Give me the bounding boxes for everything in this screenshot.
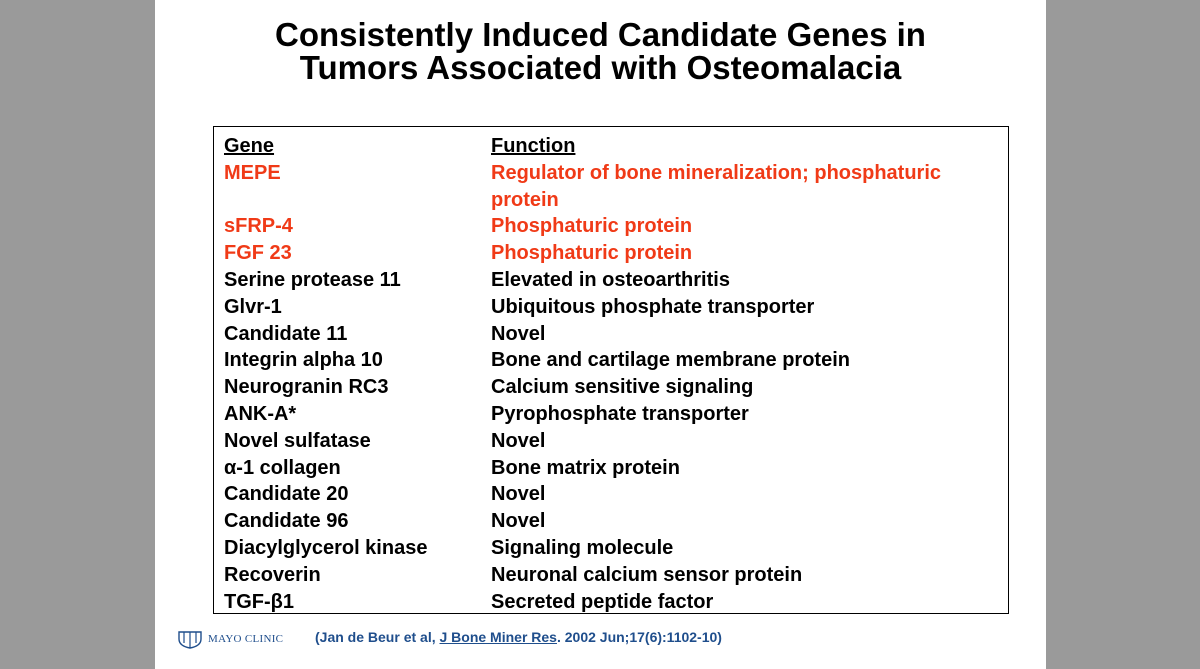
gene-cell: MEPE — [224, 161, 281, 184]
function-cell: Novel — [491, 429, 546, 452]
gene-cell: Recoverin — [224, 563, 321, 586]
citation — [315, 629, 722, 645]
gene-column — [224, 133, 484, 615]
gene-cell: Diacylglycerol kinase — [224, 536, 428, 559]
function-cell: Ubiquitous phosphate transporter — [491, 295, 815, 318]
gene-cell: Candidate 20 — [224, 483, 349, 506]
journal-link[interactable]: J Bone Miner Res — [439, 629, 557, 645]
function-cell: Phosphaturic protein — [491, 242, 693, 265]
gene-spacer — [224, 187, 484, 214]
gene-cell: FGF 23 — [224, 242, 292, 265]
gene-cell: Novel sulfatase — [224, 429, 371, 452]
gene-cell: TGF-β1 — [224, 590, 294, 613]
gene-cell: ANK-A* — [224, 402, 297, 425]
function-cell: Bone matrix protein — [491, 456, 680, 479]
gene-cell: Glvr-1 — [224, 295, 282, 318]
gene-cell: Neurogranin RC3 — [224, 376, 389, 399]
gene-cell: Integrin alpha 10 — [224, 349, 383, 372]
function-cell: Signaling molecule — [491, 536, 674, 559]
function-cell: Regulator of bone mineralization; phosphaturic protein — [491, 161, 942, 211]
function-cell: Secreted peptide factor — [491, 590, 714, 613]
gene-table — [213, 126, 1009, 614]
title-line-1: Consistently Induced Candidate Genes in — [275, 16, 926, 53]
function-cell: Phosphaturic protein — [491, 215, 693, 238]
function-cell: Bone and cartilage membrane protein — [491, 349, 850, 372]
title-line-2: Tumors Associated with Osteomalacia — [299, 49, 902, 86]
function-cell: Pyrophosphate transporter — [491, 402, 749, 425]
mayo-clinic-logo — [177, 628, 283, 650]
function-cell: Elevated in osteoarthritis — [491, 268, 730, 291]
logo-text: MAYO CLINIC — [208, 633, 284, 645]
gene-header: Gene — [224, 135, 275, 157]
function-cell: Novel — [491, 510, 546, 533]
gene-cell: sFRP-4 — [224, 215, 293, 238]
citation-suffix: . 2002 Jun;17(6):1102-10) — [556, 629, 722, 645]
function-header: Function — [491, 135, 576, 157]
function-cell: Novel — [491, 322, 546, 345]
function-cell: Novel — [491, 483, 546, 506]
slide — [155, 0, 1046, 669]
gene-cell: Candidate 96 — [224, 510, 349, 533]
gene-cell: α-1 collagen — [224, 456, 341, 479]
function-column — [491, 133, 1001, 615]
mayo-shield-icon — [177, 629, 203, 649]
function-cell: Calcium sensitive signaling — [491, 376, 754, 399]
citation-prefix: (Jan de Beur et al, — [315, 629, 440, 645]
gene-cell: Serine protease 11 — [224, 268, 401, 291]
gene-cell: Candidate 11 — [224, 322, 348, 345]
function-cell: Neuronal calcium sensor protein — [491, 563, 803, 586]
slide-title — [155, 18, 1046, 84]
